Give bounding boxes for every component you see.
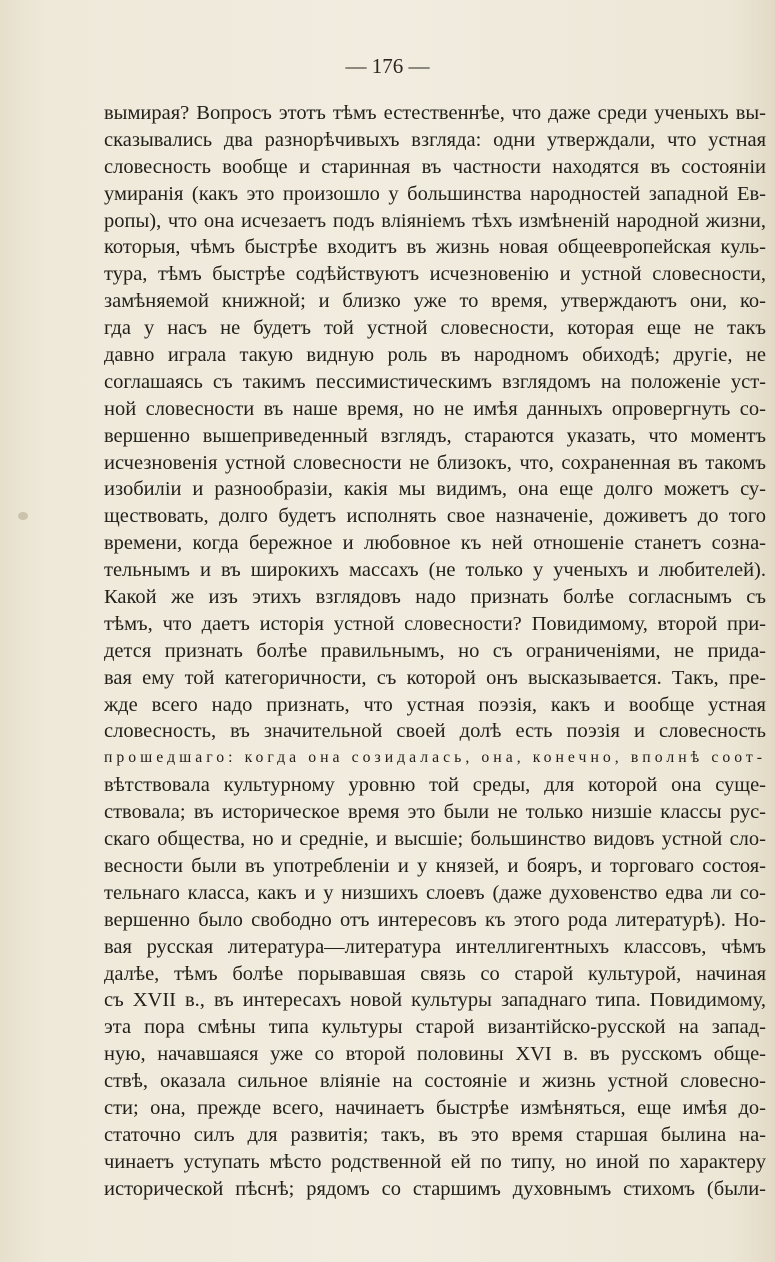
text-line: чинаетъ уступать мѣсто родственной ей по типу, но иной по характеру bbox=[104, 1150, 766, 1173]
text-line: словесность вообще и старинная въ частности находятся въ состоянiи bbox=[104, 155, 766, 178]
text-line: сти; она, прежде всего, начинаетъ быстрѣе измѣняться, еще имѣя до- bbox=[104, 1096, 766, 1119]
text-line: тельнымъ и въ широкихъ массахъ (не только у ученыхъ и любителей). bbox=[104, 559, 766, 582]
ink-spot bbox=[18, 512, 28, 520]
text-line: ществовать, долго будетъ исполнять свое назначенiе, доживетъ до того bbox=[104, 505, 766, 528]
text-line: прошедшаго: когда она созидалась, она, конечно, вполнѣ соот- bbox=[104, 749, 766, 767]
text-line: умиранiя (какъ это произошло у большинства народностей западной Ев- bbox=[104, 182, 766, 205]
text-line: дется признать болѣе правильнымъ, но съ ограниченiями, не прида- bbox=[104, 639, 766, 662]
text-line: гда у насъ не будетъ той устной словесности, которая еще не такъ bbox=[104, 317, 766, 340]
text-line: времени, когда бережное и любовное къ ней отношенiе станетъ созна- bbox=[104, 532, 766, 555]
text-line: эта пора смѣны типа культуры старой византiйско-русской на запад- bbox=[104, 1016, 766, 1039]
text-line: вымирая? Вопросъ этотъ тѣмъ естественнѣе, что даже среди ученыхъ вы- bbox=[104, 102, 766, 124]
body-text bbox=[104, 100, 766, 1203]
page-number: — 176 — bbox=[345, 54, 430, 78]
text-line: исторической пѣснѣ; рядомъ со старшимъ духовнымъ стихомъ (были- bbox=[104, 1177, 766, 1200]
text-line: замѣняемой книжной; и близко уже то время, утверждаютъ они, ко- bbox=[104, 290, 766, 313]
text-line: давно играла такую видную роль въ народномъ обиходѣ; другiе, не bbox=[104, 344, 766, 367]
text-line: ропы), что она исчезаетъ подъ влiянiемъ тѣхъ измѣненiй народной жизни, bbox=[104, 209, 766, 232]
text-line: вершенно вышеприведенный взглядъ, стараются указать, что моментъ bbox=[104, 424, 766, 447]
text-line: скаго общества, но и среднiе, и высшiе; большинство видовъ устной сло- bbox=[104, 828, 766, 851]
text-line: ной словесности въ наше время, но не имѣя данныхъ опровергнуть со- bbox=[104, 397, 766, 420]
text-line: ную, начавшаяся уже со второй половины XVI в. въ русскомъ обще- bbox=[104, 1043, 766, 1066]
text-line: словесность, въ значительной своей долѣ есть поэзiя и словесность bbox=[104, 720, 766, 743]
text-line: тѣмъ, что даетъ исторiя устной словесности? Повидимому, второй при- bbox=[104, 612, 766, 635]
text-line: вѣтствовала культурному уровню той среды, для которой она суще- bbox=[104, 774, 766, 797]
text-line: вая ему той категоричности, съ которой онъ высказывается. Такъ, пре- bbox=[104, 666, 766, 689]
text-line: вершенно было свободно отъ интересовъ къ этого рода литературѣ). Но- bbox=[104, 908, 766, 931]
text-line: тельнаго класса, какъ и у низшихъ слоевъ (даже духовенство едва ли со- bbox=[104, 881, 766, 904]
text-line: вая русская литература—литература интеллигентныхъ классовъ, чѣмъ bbox=[104, 935, 766, 958]
text-line: ствовала; въ историческое время это были не только низшiе классы рус- bbox=[104, 801, 766, 824]
text-line: Какой же изъ этихъ взглядовъ надо признать болѣе согласнымъ съ bbox=[104, 586, 766, 609]
text-line: сказывались два разнорѣчивыхъ взгляда: одни утверждали, что устная bbox=[104, 128, 766, 151]
text-line: соглашаясь съ такимъ пессимистическимъ взглядомъ на положенiе уст- bbox=[104, 370, 766, 393]
text-line: далѣе, тѣмъ болѣе порывавшая связь со старой культурой, начиная bbox=[104, 962, 766, 985]
text-line: изобилiи и разнообразiи, какiя мы видимъ, она еще долго можетъ су- bbox=[104, 478, 766, 501]
text-line: съ XVII в., въ интересахъ новой культуры западнаго типа. Повидимому, bbox=[104, 989, 766, 1012]
text-line: исчезновенiя устной словесности не близокъ, что, сохраненная въ такомъ bbox=[104, 451, 766, 474]
text-line: весности были въ употребленiи и у князей, и бояръ, и торговаго состоя- bbox=[104, 854, 766, 877]
text-line: которыя, чѣмъ быстрѣе входитъ въ жизнь новая общеевропейская куль- bbox=[104, 236, 766, 259]
text-line: ствѣ, оказала сильное влiянiе на состоянiе и жизнь устной словесно- bbox=[104, 1070, 766, 1093]
text-line: статочно силъ для развитiя; такъ, въ это время старшая былина на- bbox=[104, 1123, 766, 1146]
text-line: жде всего надо признать, что устная поэзiя, какъ и вообще устная bbox=[104, 693, 766, 716]
text-line: тура, тѣмъ быстрѣе содѣйствуютъ исчезновенiю и устной словесности, bbox=[104, 263, 766, 286]
